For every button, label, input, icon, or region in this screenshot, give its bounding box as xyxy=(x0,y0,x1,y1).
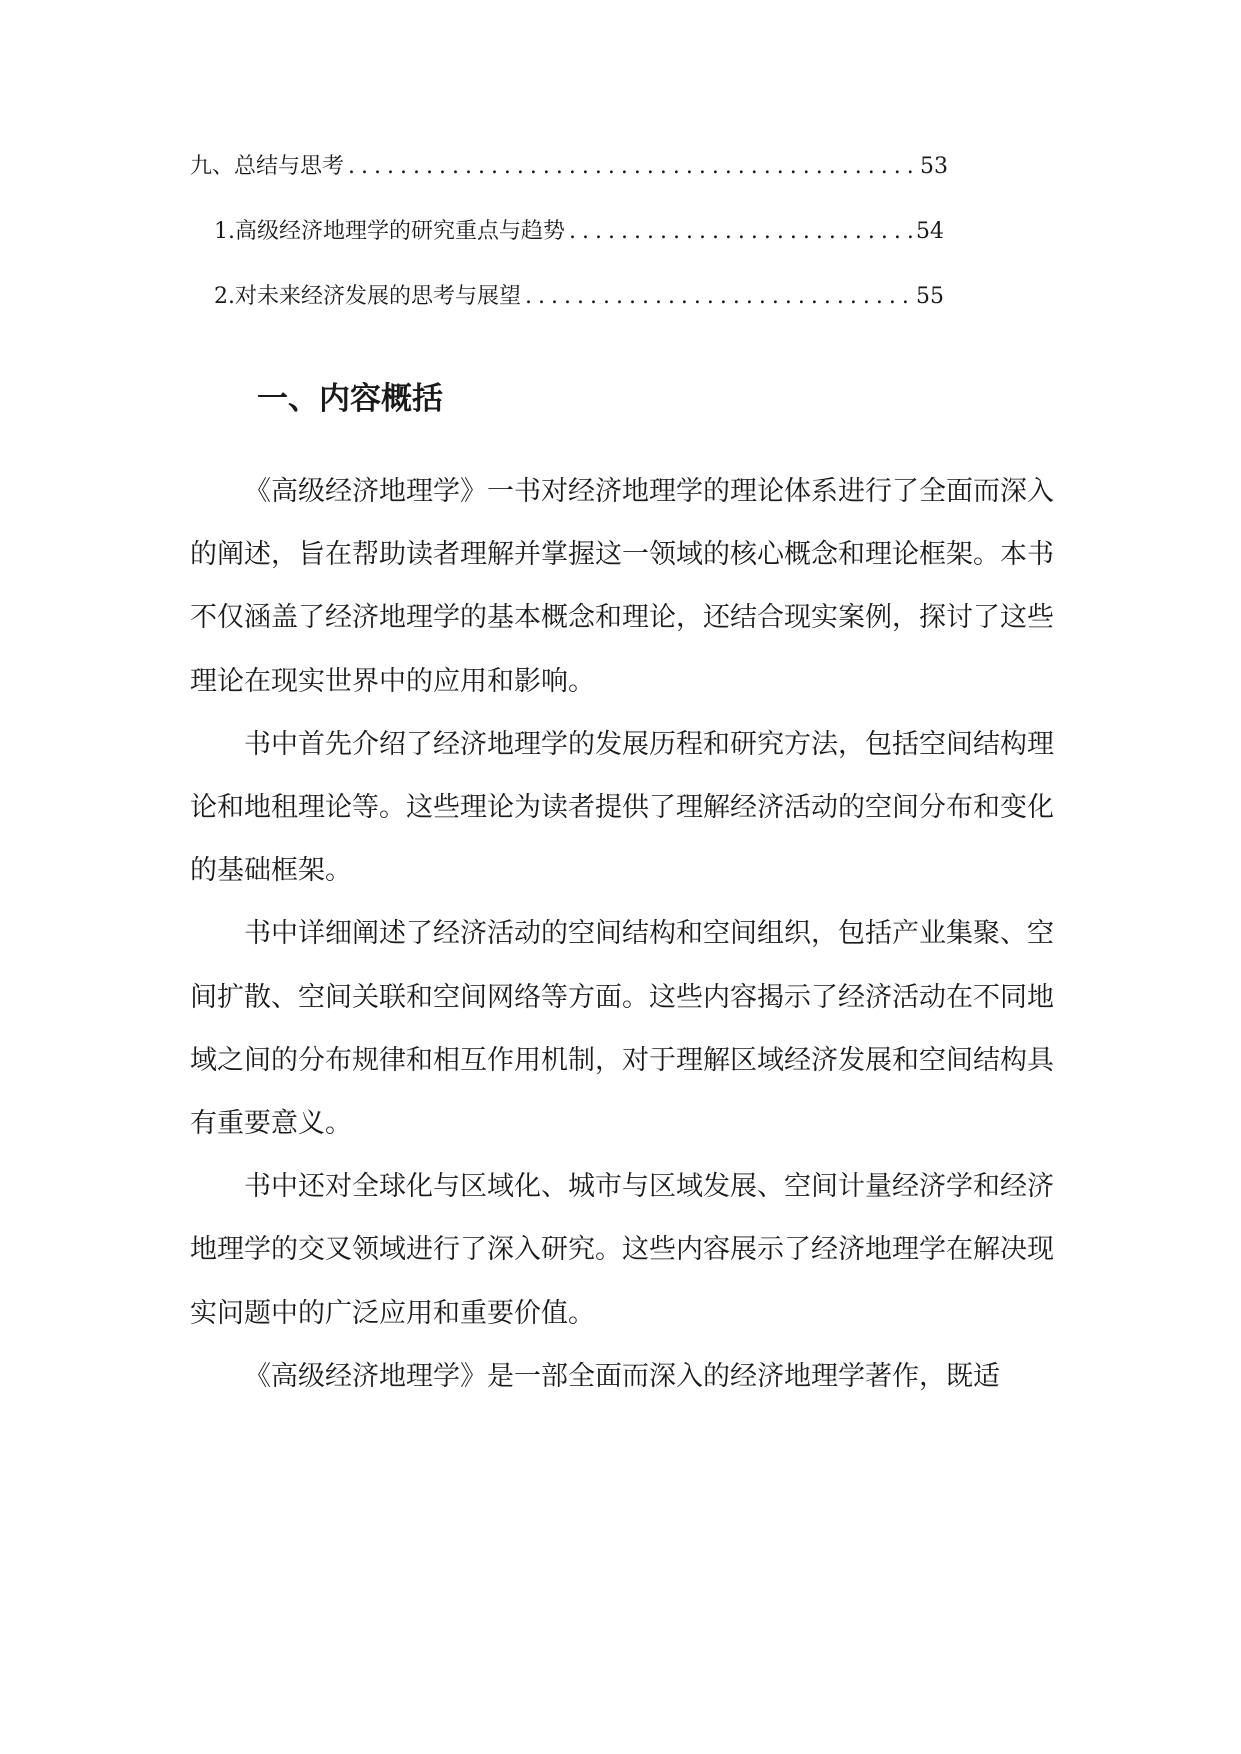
toc-entry[interactable] xyxy=(214,217,944,247)
toc-entry-title: 九、总结与思考 xyxy=(190,154,345,179)
paragraph: 《高级经济地理学》是一部全面而深入的经济地理学著作，既适 xyxy=(244,1360,1000,1392)
paragraph: 书中详细阐述了经济活动的空间结构和空间组织，包括产业集聚、空间扩散、空间关联和空间网络等方面。这些内容揭示了经济活动在不同地域之间的分布规律和相互作用机制，对于理解区域经济发展和空间结构具有重要意义。 xyxy=(190,918,1054,1140)
toc-entry-title: 高级经济地理学的研究重点与趋势 xyxy=(235,219,566,244)
paragraph: 书中首先介绍了经济地理学的发展历程和研究方法，包括空间结构理论和地租理论等。这些理论为读者提供了理解经济活动的空间分布和变化的基础框架。 xyxy=(190,728,1054,887)
toc-leader-dots xyxy=(525,282,912,312)
paragraph: 书中还对全球化与区域化、城市与区域发展、空间计量经济学和经济地理学的交叉领域进行了深入研究。这些内容展示了经济地理学在解决现实问题中的广泛应用和重要价值。 xyxy=(190,1171,1054,1329)
toc-entry-number: 1. xyxy=(214,219,235,244)
section-body xyxy=(190,460,1054,1408)
toc-entry-page: 54 xyxy=(916,219,944,244)
toc-entry[interactable] xyxy=(190,152,948,182)
toc-entry-page: 55 xyxy=(916,284,944,309)
toc-leader-dots xyxy=(348,152,916,182)
section-heading: 一、内容概括 xyxy=(257,381,443,417)
toc-entry-title: 对未来经济发展的思考与展望 xyxy=(235,284,522,309)
toc-entry-page: 53 xyxy=(920,154,948,179)
toc-leader-dots xyxy=(569,217,912,247)
paragraph: 《高级经济地理学》一书对经济地理学的理论体系进行了全面而深入的阐述，旨在帮助读者理解并掌握这一领域的核心概念和理论框架。本书不仅涵盖了经济地理学的基本概念和理论，还结合现实案例，探讨了这些理论在现实世界中的应用和影响。 xyxy=(190,476,1054,697)
toc-entry[interactable] xyxy=(214,282,944,312)
toc-entry-number: 2. xyxy=(214,284,235,309)
